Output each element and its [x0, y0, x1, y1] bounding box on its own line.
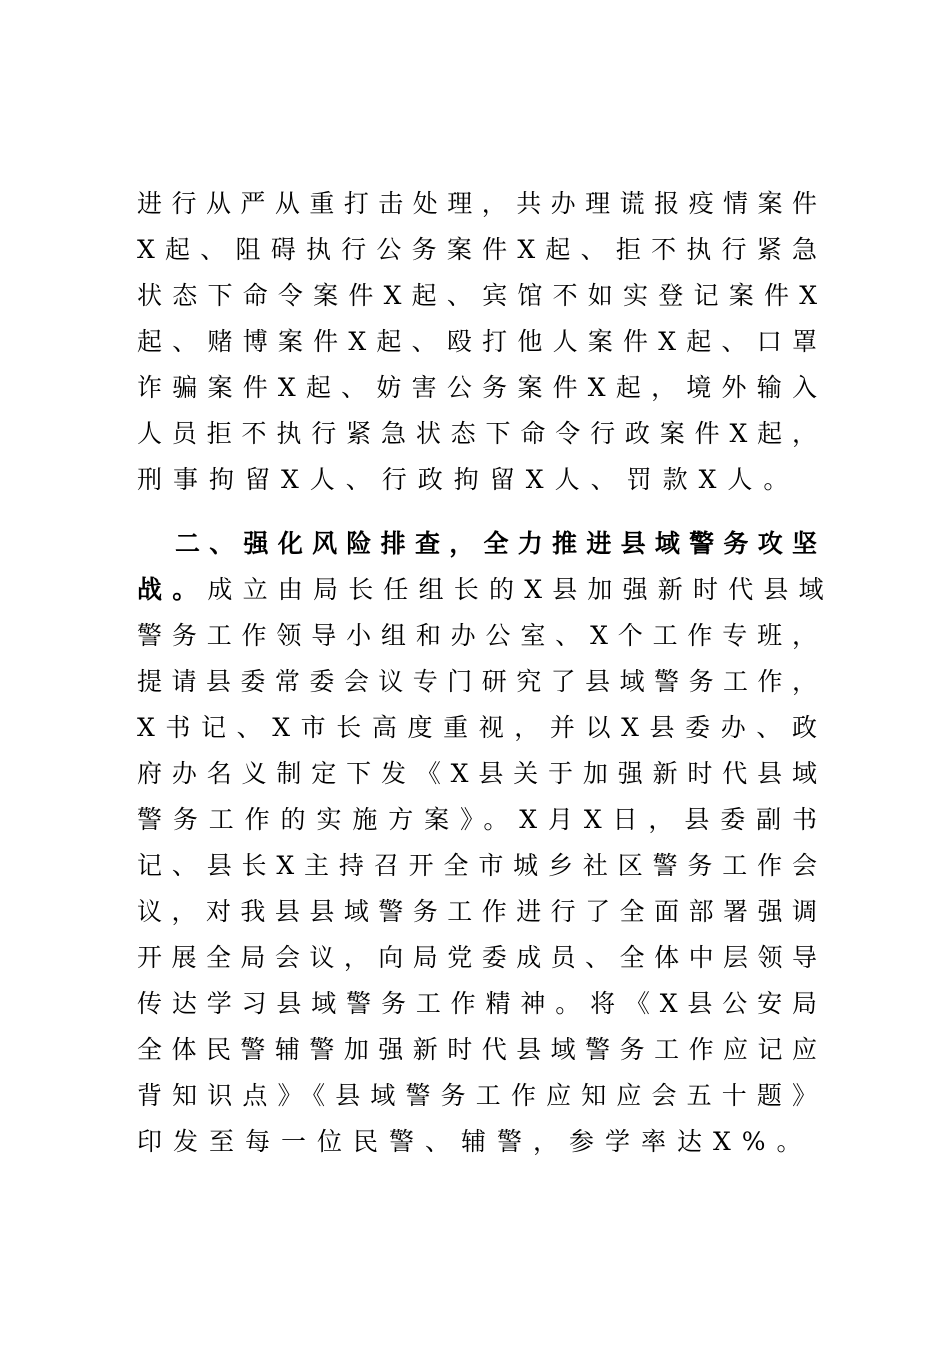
p2-line-10: 传达学习县域警务工作精神。将《X县公安局 [137, 989, 817, 1018]
p2-line-9: 开展全局会议，向局党委成员、全体中层领导 [137, 943, 817, 972]
p1-line-7: 刑事拘留X人、行政拘留X人、罚款X人。 [137, 465, 800, 494]
p1-line-5: 诈骗案件X起、妨害公务案件X起，境外输入 [137, 373, 817, 402]
p2-line-6: 警务工作的实施方案》。X月X日，县委副书 [137, 805, 817, 834]
p2-line-5: 府办名义制定下发《X县关于加强新时代县域 [137, 759, 817, 788]
p2-line-11: 全体民警辅警加强新时代县域警务工作应记应 [137, 1035, 817, 1064]
p1-line-4: 起、赌博案件X起、殴打他人案件X起、口罩 [137, 327, 817, 356]
p2-line-1-text: 成立由局长任组长的X县加强新时代县域 [207, 575, 834, 604]
p1-line-1: 进行从严从重打击处理，共办理谎报疫情案件 [137, 189, 817, 218]
p2-line-1 [137, 570, 834, 610]
p1-line-2: X起、阻碍执行公务案件X起、拒不执行紧急 [137, 235, 817, 264]
p2-line-12: 背知识点》《县域警务工作应知应会五十题》 [137, 1081, 817, 1110]
p2-line-13: 印发至每一位民警、辅警，参学率达X%。 [137, 1127, 813, 1156]
p2-line-8: 议，对我县县域警务工作进行了全面部署强调 [137, 897, 817, 926]
p2-line-4: X书记、X市长高度重视，并以X县委办、政 [137, 713, 817, 742]
p1-line-6: 人员拒不执行紧急状态下命令行政案件X起， [137, 419, 817, 448]
section-heading: 二、强化风险排查，全力推进县域警务攻坚 [175, 529, 817, 558]
p2-line-3: 提请县委常委会议专门研究了县域警务工作， [137, 667, 817, 696]
p2-line-2: 警务工作领导小组和办公室、X个工作专班， [137, 621, 817, 650]
section-heading-end: 战。 [137, 575, 208, 604]
p2-line-7: 记、县长X主持召开全市城乡社区警务工作会 [137, 851, 817, 880]
p1-line-3: 状态下命令案件X起、宾馆不如实登记案件X [137, 281, 817, 310]
